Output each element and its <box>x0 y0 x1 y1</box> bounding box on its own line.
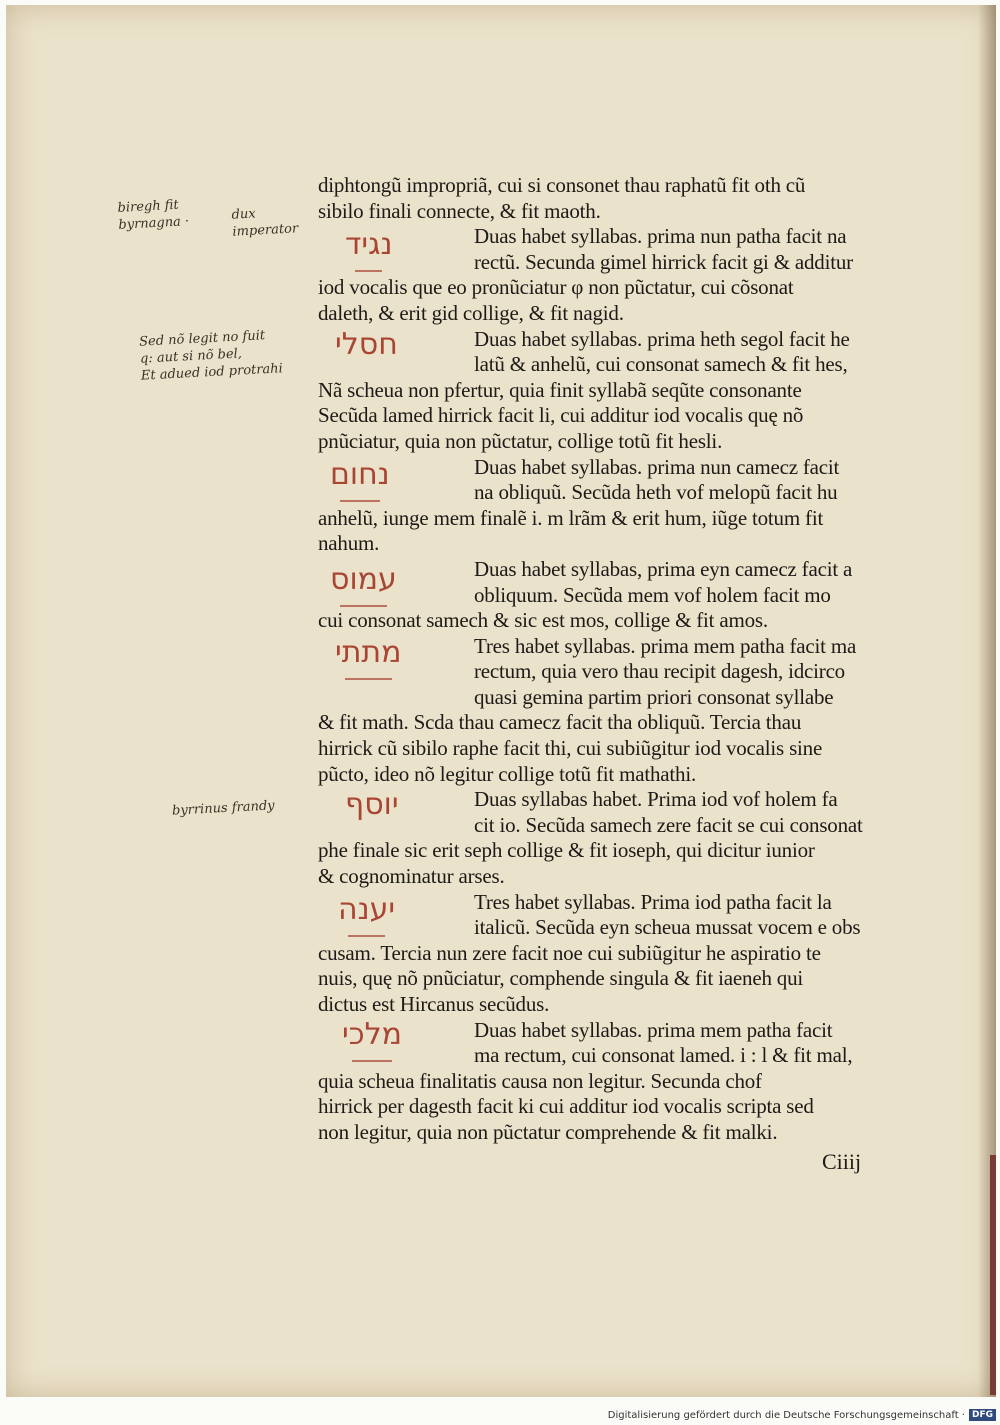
text-line: Duas syllabas habet. Prima iod vof holem fa <box>474 787 838 812</box>
text-line: non legitur, quia non pũctatur comprehende & fit malki. <box>318 1119 778 1144</box>
text-line: italicũ. Secũda eyn scheua mussat vocem e obs <box>474 915 861 940</box>
text-line: hirrick per dagesth facit ki cui additur iod vocalis scripta sed <box>318 1094 814 1119</box>
hebrew-word-nagid: נגיד <box>345 230 392 260</box>
text-line: nuis, quę nõ pnũciatur, comphende singula & fit iaeneh qui <box>318 966 804 991</box>
text-line: pũcto, ideo nõ legitur collige totũ fit mathathi. <box>318 761 697 786</box>
footer-credit-text: Digitalisierung gefördert durch die Deutsche Forschungsgemeinschaft · <box>607 1409 965 1421</box>
text-line: Secũda lamed hirrick facit li, cui additur iod vocalis quę nõ <box>318 403 804 428</box>
text-line: & cognominatur arses. <box>318 864 505 889</box>
text-line: & fit math. Scda thau camecz facit tha obliquũ. Tercia thau <box>318 710 802 735</box>
text-line: sibilo finali connecte, & fit maoth. <box>318 198 601 223</box>
text-line: hirrick cũ sibilo raphe facit thi, cui subiũgitur iod vocalis sine <box>318 736 823 761</box>
marginal-note-2: dux imperator <box>231 206 299 240</box>
text-line: Duas habet syllabas. prima nun camecz facit <box>474 454 840 479</box>
text-line: quia scheua finalitatis causa non legitur. Secunda chof <box>318 1068 762 1093</box>
text-line: Duas habet syllabas. prima mem patha facit <box>474 1017 833 1042</box>
text-line: phe finale sic erit seph collige & fit ioseph, qui dicitur iunior <box>318 838 815 863</box>
marginal-note-1: biregh fit byrnagna · <box>117 197 190 233</box>
text-line: rectũ. Secunda gimel hirrick facit gi & additur <box>474 249 853 274</box>
text-line: cusam. Tercia nun zere facit noe cui subiũgitur he aspiratio te <box>318 940 821 965</box>
text-line: nahum. <box>318 531 380 556</box>
text-line: obliquum. Secũda mem vof holem facit mo <box>474 582 831 607</box>
text-line: Tres habet syllabas. Prima iod patha facit la <box>474 889 832 914</box>
text-line: cui consonat samech & sic est mos, collige & fit amos. <box>318 608 768 633</box>
text-line: ma rectum, cui consonat lamed. i : l & fit mal, <box>474 1043 853 1068</box>
text-line: dictus est Hircanus secũdus. <box>318 992 550 1016</box>
text-line: Duas habet syllabas. prima heth segol facit he <box>474 326 850 351</box>
text-line: pnũciatur, quia non pũctatur, collige totũ fit hesli. <box>318 428 723 453</box>
text-line: latũ & anhelũ, cui consonat samech & fit hes, <box>474 352 848 377</box>
hebrew-word-hesli: חסלי <box>335 327 398 362</box>
text-line: Tres habet syllabas. prima mem patha facit ma <box>474 633 857 658</box>
hebrew-word-mathathi: מתתי <box>335 638 402 668</box>
hebrew-word-malki: מלכי <box>342 1020 402 1050</box>
text-line: Nã scheua non pfertur, quia finit syllabã seqũte consonante <box>318 377 802 402</box>
marginal-note-3: Sed nõ legit no fuit q: aut si nõ bel, Et adued iod protrahi <box>138 328 284 384</box>
footer-credit <box>608 1409 996 1421</box>
text-line: quasi gemina partim priori consonat syllabe <box>474 684 834 709</box>
main-text-block <box>318 173 930 1146</box>
hebrew-word-ioseph: יוסף <box>345 787 399 822</box>
text-line: Duas habet syllabas. prima nun patha facit na <box>474 224 847 249</box>
signature-mark: Ciiij <box>822 1149 862 1174</box>
text-line: diphtongũ impropriã, cui si consonet thau raphatũ fit oth cũ <box>318 173 806 197</box>
dfg-logo: DFG <box>969 1409 996 1421</box>
text-line: iod vocalis que eo pronũciatur φ non pũctatur, cui cõsonat <box>318 275 794 300</box>
text-line: na obliquũ. Secũda heth vof melopũ facit hu <box>474 480 838 505</box>
leaf-edge <box>990 1155 996 1395</box>
hebrew-word-amos: עמוס <box>330 565 397 595</box>
text-line: cit io. Secũda samech zere facit se cui consonat <box>474 812 863 837</box>
text-line: anhelũ, iunge mem finalẽ i. m lrãm & erit hum, iũge totum fit <box>318 505 824 530</box>
text-line: rectum, quia vero thau recipit dagesh, idcirco <box>474 659 845 684</box>
hebrew-word-iaeneh: יענה <box>338 895 395 925</box>
hebrew-word-nahum: נחום <box>330 460 390 490</box>
text-line: daleth, & erit gid collige, & fit nagid. <box>318 300 624 325</box>
marginal-note-4: byrrinus frandy <box>171 798 275 819</box>
text-line: Duas habet syllabas, prima eyn camecz facit a <box>474 556 853 581</box>
